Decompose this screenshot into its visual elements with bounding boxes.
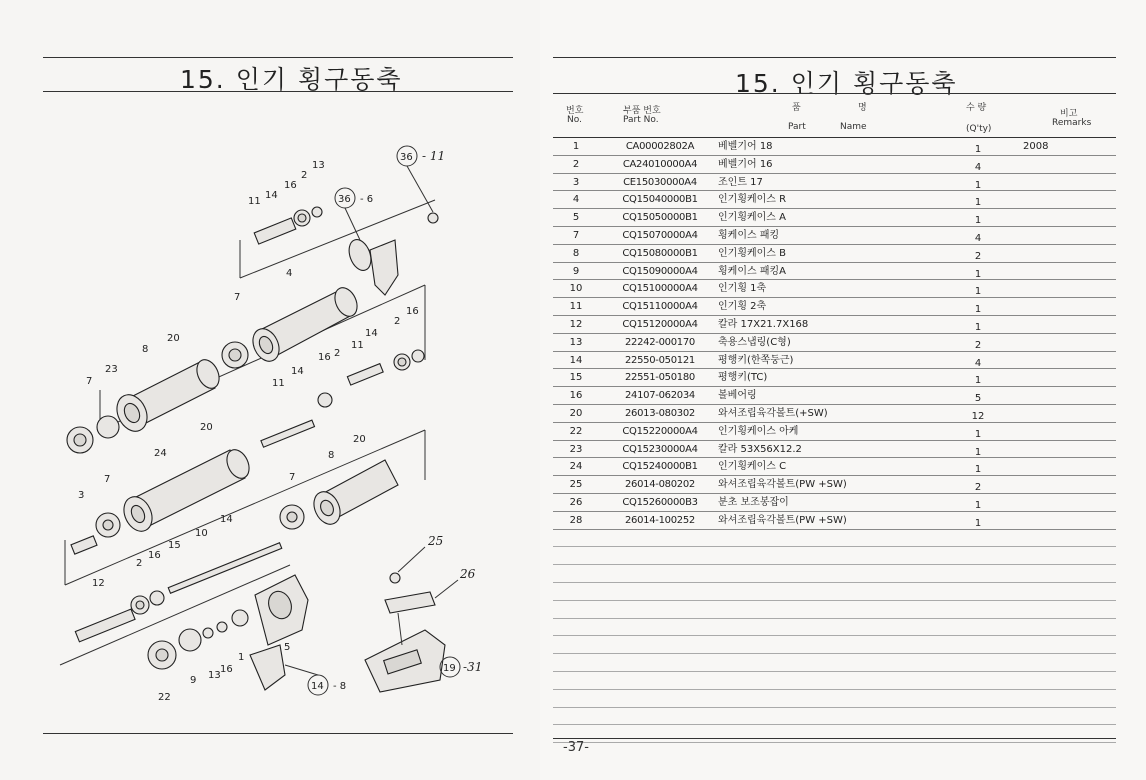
cell-qty: 1 xyxy=(974,321,982,333)
cell-no: 7 xyxy=(572,229,580,241)
cell-qty: 1 xyxy=(974,428,982,440)
cell-part-no: CQ15230000A4 xyxy=(622,443,698,455)
cell-part-no: 22550-050121 xyxy=(625,354,695,366)
cell-part-name: 인기횡 1축 xyxy=(718,283,767,295)
cell-part-no: CQ15080000B1 xyxy=(622,247,698,259)
cell-part-no: CQ15050000B1 xyxy=(622,212,698,224)
cell-qty: 1 xyxy=(974,144,982,155)
svg-text:- 6: - 6 xyxy=(360,194,374,205)
cell-part-name: 와셔조립육각볼트(PW +SW) xyxy=(718,479,847,491)
cell-no: 22 xyxy=(569,425,583,437)
cell-no: 11 xyxy=(569,301,583,313)
cell-part-name: 인기횡케이스 R xyxy=(718,194,787,206)
cell-no: 1 xyxy=(572,141,580,152)
cell-part-no: CQ15120000A4 xyxy=(622,318,698,330)
header-name-en-2: Name xyxy=(840,122,867,132)
svg-text:14: 14 xyxy=(365,328,378,339)
table-row xyxy=(553,174,1116,192)
cell-part-name: 칼라 53X56X12.2 xyxy=(718,443,802,455)
cell-qty: 1 xyxy=(974,375,982,387)
table-row xyxy=(553,369,1116,387)
cell-qty: 1 xyxy=(974,464,982,476)
table-row xyxy=(553,352,1116,370)
table-row xyxy=(553,494,1116,512)
cell-no: 2 xyxy=(572,158,580,170)
svg-text:1: 1 xyxy=(238,652,245,663)
table-row xyxy=(553,405,1116,423)
cell-part-name: 평행키(한쪽둥근) xyxy=(718,354,794,366)
table-row xyxy=(553,227,1116,245)
cell-no: 28 xyxy=(569,514,583,526)
header-qty-ko: 수 량 xyxy=(966,103,987,113)
svg-text:5: 5 xyxy=(284,642,291,653)
svg-text:7: 7 xyxy=(234,292,241,303)
cell-part-no: CQ15090000A4 xyxy=(622,265,698,277)
callout-36-top: 36 xyxy=(400,152,413,163)
svg-text:8: 8 xyxy=(328,450,335,461)
cell-qty: 4 xyxy=(974,232,982,244)
blank-row xyxy=(553,654,1116,672)
cell-qty: 1 xyxy=(974,499,982,511)
cell-part-no: CQ15260000B3 xyxy=(622,496,698,508)
cell-qty: 1 xyxy=(974,179,982,191)
header-name-ko-2: 명 xyxy=(858,103,867,113)
page-number: -37- xyxy=(563,740,589,755)
svg-text:10: 10 xyxy=(195,528,208,539)
svg-text:15: 15 xyxy=(168,540,181,551)
svg-text:2: 2 xyxy=(394,316,401,327)
cell-no: 4 xyxy=(572,194,580,206)
blank-row xyxy=(553,530,1116,548)
svg-text:11: 11 xyxy=(248,196,261,207)
cell-part-name: 인기횡케이스 C xyxy=(718,461,787,473)
blank-row xyxy=(553,583,1116,601)
cell-no: 8 xyxy=(572,247,580,259)
cell-no: 15 xyxy=(569,372,583,384)
svg-text:3: 3 xyxy=(78,490,85,501)
table-row xyxy=(553,387,1116,405)
svg-text:20: 20 xyxy=(200,422,213,433)
table-row xyxy=(553,476,1116,494)
cell-part-name: 평행키(TC) xyxy=(718,372,768,384)
svg-text:26: 26 xyxy=(460,567,476,581)
exploded-parts-diagram xyxy=(40,100,520,720)
cell-part-name: 횡케이스 패킹 xyxy=(718,229,780,241)
svg-text:9: 9 xyxy=(190,675,197,686)
header-no-ko: 번호 xyxy=(566,106,584,116)
cell-part-no: 26014-100252 xyxy=(625,514,695,526)
svg-text:24: 24 xyxy=(154,448,167,459)
table-row xyxy=(553,156,1116,174)
table-row xyxy=(553,191,1116,209)
bottom-rule-right xyxy=(553,738,1116,739)
svg-text:7: 7 xyxy=(86,376,93,387)
cell-qty: 1 xyxy=(974,304,982,316)
parts-table xyxy=(553,138,1116,743)
table-row xyxy=(553,298,1116,316)
header-part-ko: 부품 번호 xyxy=(623,106,661,116)
svg-text:16: 16 xyxy=(148,550,161,561)
cell-no: 14 xyxy=(569,354,583,366)
cell-qty: 1 xyxy=(974,197,982,209)
cell-part-no: CQ15220000A4 xyxy=(622,425,698,437)
cell-qty: 4 xyxy=(974,357,982,369)
cell-part-name: 베벨기어 18 xyxy=(718,141,773,152)
svg-text:25: 25 xyxy=(428,534,444,548)
title-underline-right xyxy=(553,93,1116,94)
svg-text:11: 11 xyxy=(351,340,364,351)
svg-text:2: 2 xyxy=(334,348,341,359)
left-page xyxy=(0,0,540,780)
table-row xyxy=(553,316,1116,334)
svg-text:20: 20 xyxy=(167,333,180,344)
blank-row xyxy=(553,636,1116,654)
top-rule-right xyxy=(553,57,1116,58)
cell-part-name: 분초 보조봉잡이 xyxy=(718,496,789,508)
cell-part-no: CQ15040000B1 xyxy=(622,194,698,206)
table-row xyxy=(553,458,1116,476)
cell-part-no: CE15030000A4 xyxy=(623,176,697,188)
cell-qty: 2 xyxy=(974,482,982,494)
table-row xyxy=(553,280,1116,298)
cell-no: 23 xyxy=(569,443,583,455)
svg-text:14: 14 xyxy=(311,681,324,692)
svg-text:-31: -31 xyxy=(463,660,483,674)
table-row xyxy=(553,209,1116,227)
table-row xyxy=(553,423,1116,441)
svg-text:7: 7 xyxy=(289,472,296,483)
header-qty-en: (Q'ty) xyxy=(966,124,992,134)
cell-part-no: 22551-050180 xyxy=(625,372,695,384)
cell-part-name: 인기횡케이스 A xyxy=(718,212,786,224)
cell-qty: 2 xyxy=(974,339,982,351)
svg-text:14: 14 xyxy=(291,366,304,377)
cell-part-no: 24107-062034 xyxy=(625,390,695,402)
svg-text:14: 14 xyxy=(220,514,233,525)
header-remarks-ko: 비고 xyxy=(1060,109,1078,119)
cell-part-name: 볼베어링 xyxy=(718,390,757,402)
left-page-title: 15. 인기 횡구동축 xyxy=(180,65,403,94)
cell-part-name: 인기횡케이스 아케 xyxy=(718,425,799,437)
cell-part-name: 와셔조립육각볼트(PW +SW) xyxy=(718,514,847,526)
svg-text:16: 16 xyxy=(406,306,419,317)
svg-text:19: 19 xyxy=(443,663,456,674)
svg-text:2: 2 xyxy=(301,170,308,181)
cell-qty: 1 xyxy=(974,268,982,280)
cell-no: 9 xyxy=(572,265,580,277)
header-name-en-1: Part xyxy=(788,122,806,132)
header-no-en: No. xyxy=(567,115,582,125)
blank-row xyxy=(553,725,1116,743)
cell-part-no: CQ15100000A4 xyxy=(622,283,698,295)
svg-text:- 8: - 8 xyxy=(333,681,347,692)
cell-no: 12 xyxy=(569,318,583,330)
cell-part-name: 조인트 17 xyxy=(718,176,763,188)
cell-part-name: 축용스냅링(C형) xyxy=(718,336,791,348)
cell-no: 24 xyxy=(569,461,583,473)
table-row xyxy=(553,441,1116,459)
cell-part-name: 베벨기어 16 xyxy=(718,158,773,170)
blank-row xyxy=(553,601,1116,619)
cell-no: 10 xyxy=(569,283,583,295)
blank-row xyxy=(553,690,1116,708)
cell-no: 26 xyxy=(569,496,583,508)
blank-row xyxy=(553,672,1116,690)
table-row xyxy=(553,245,1116,263)
table-row xyxy=(553,512,1116,530)
blank-row xyxy=(553,708,1116,726)
right-page-title: 15. 인기 횡구동축 xyxy=(735,69,958,98)
cell-no: 13 xyxy=(569,336,583,348)
svg-text:8: 8 xyxy=(142,344,149,355)
cell-no: 3 xyxy=(572,176,580,188)
parts-diagram-svg xyxy=(40,100,520,720)
cell-no: 16 xyxy=(569,390,583,402)
svg-text:4: 4 xyxy=(286,268,293,279)
cell-no: 5 xyxy=(572,212,580,224)
table-row xyxy=(553,334,1116,352)
svg-text:13: 13 xyxy=(312,160,325,171)
cell-qty: 2 xyxy=(974,250,982,262)
svg-text:16: 16 xyxy=(220,664,233,675)
cell-qty: 5 xyxy=(974,393,982,405)
bottom-rule-left xyxy=(43,733,513,734)
svg-text:- 11: - 11 xyxy=(422,149,446,163)
cell-part-name: 횡케이스 패킹A xyxy=(718,265,786,277)
svg-text:11: 11 xyxy=(272,378,285,389)
svg-text:22: 22 xyxy=(158,692,171,703)
header-part-en: Part No. xyxy=(623,115,659,125)
cell-qty: 1 xyxy=(974,517,982,529)
cell-qty: 12 xyxy=(971,410,985,422)
svg-text:16: 16 xyxy=(284,180,297,191)
cell-remarks: 2008 xyxy=(1023,141,1049,152)
svg-text:36: 36 xyxy=(338,194,351,205)
svg-text:16: 16 xyxy=(318,352,331,363)
header-remarks-en: Remarks xyxy=(1052,118,1092,128)
table-row xyxy=(553,138,1116,156)
blank-row xyxy=(553,565,1116,583)
cell-qty: 1 xyxy=(974,446,982,458)
top-rule-left xyxy=(43,57,513,58)
cell-part-name: 와셔조립육각볼트(+SW) xyxy=(718,407,828,419)
cell-part-name: 칼라 17X21.7X168 xyxy=(718,318,809,330)
svg-text:2: 2 xyxy=(136,558,143,569)
svg-text:23: 23 xyxy=(105,364,118,375)
cell-part-no: CQ15240000B1 xyxy=(622,461,698,473)
cell-no: 25 xyxy=(569,479,583,491)
svg-text:20: 20 xyxy=(353,434,366,445)
cell-part-no: CA24010000A4 xyxy=(622,158,698,170)
blank-row xyxy=(553,619,1116,637)
blank-row xyxy=(553,547,1116,565)
cell-part-no: 26014-080202 xyxy=(625,479,695,491)
cell-part-name: 인기횡 2축 xyxy=(718,301,767,313)
table-row xyxy=(553,263,1116,281)
cell-part-no: 26013-080302 xyxy=(625,407,695,419)
header-name-ko-1: 품 xyxy=(792,103,801,113)
cell-qty: 1 xyxy=(974,286,982,298)
svg-text:12: 12 xyxy=(92,578,105,589)
cell-part-no: CQ15110000A4 xyxy=(622,301,698,313)
cell-part-no: CQ15070000A4 xyxy=(622,229,698,241)
svg-text:7: 7 xyxy=(104,474,111,485)
cell-part-name: 인기횡케이스 B xyxy=(718,247,786,259)
svg-text:13: 13 xyxy=(208,670,221,681)
cell-qty: 1 xyxy=(974,215,982,227)
cell-part-no: 22242-000170 xyxy=(625,336,695,348)
cell-part-no: CA00002802A xyxy=(625,141,695,152)
title-underline-left xyxy=(43,91,513,92)
cell-no: 20 xyxy=(569,407,583,419)
svg-text:14: 14 xyxy=(265,190,278,201)
cell-qty: 4 xyxy=(974,161,982,173)
